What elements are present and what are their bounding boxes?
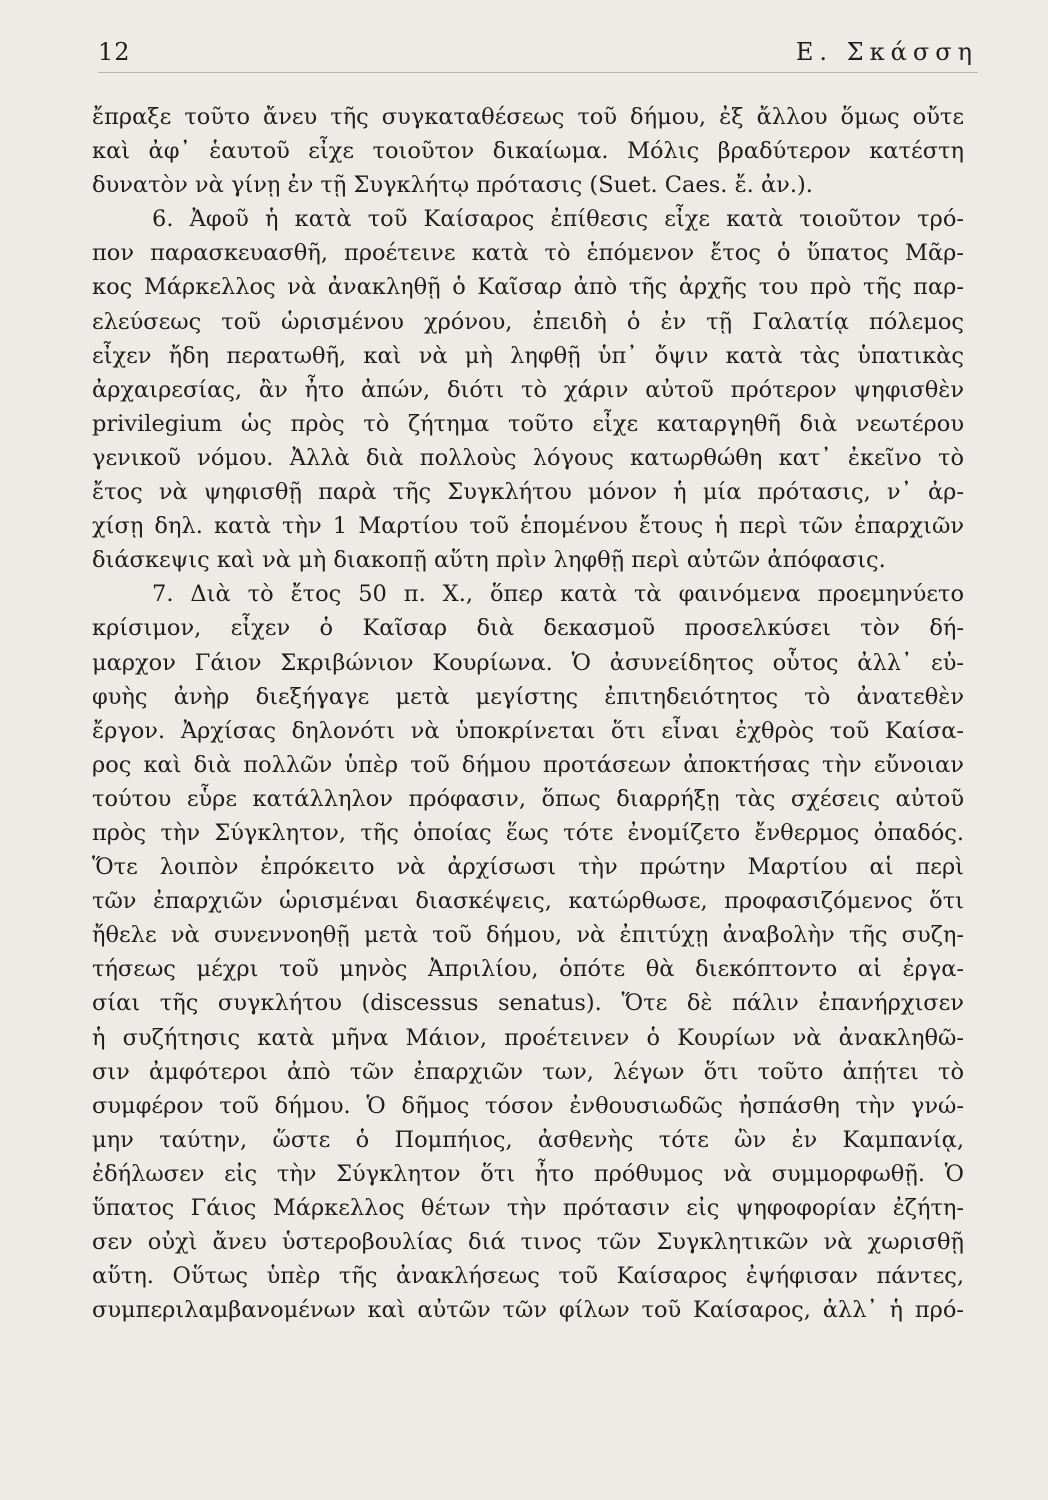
text-line: ἐδήλωσεν εἰς τὴν Σύγκλητον ὅτι ἦτο πρόθυμος νὰ συμμορφωθῇ. Ὁ [92, 1160, 964, 1187]
text-line: συμπεριλαμβανομένων καὶ αὐτῶν τῶν φίλων τοῦ Καίσαρος, ἀλλ᾽ ἡ πρό- [92, 1297, 964, 1324]
text-line: ἡ συζήτησις κατὰ μῆνα Μάιον, προέτεινεν ὁ Κουρίων νὰ ἀνακληθῶ- [92, 1024, 964, 1051]
text-line: ἔργον. Ἀρχίσας δηλονότι νὰ ὑποκρίνεται ὅτι εἶναι ἐχθρὸς τοῦ Καίσα- [92, 717, 964, 744]
text-line: σίαι τῆς συγκλήτου (discessus senatus). Ὅτε δὲ πάλιν ἐπανήρχισεν [92, 990, 964, 1017]
text-line: εἶχεν ἤδη περατωθῆ, καὶ νὰ μὴ ληφθῇ ὑπ᾽ ὄψιν κατὰ τὰς ὑπατικὰς [92, 342, 964, 369]
text-line: γενικοῦ νόμου. Ἀλλὰ διὰ πολλοὺς λόγους κατωρθώθη κατ᾽ ἐκεῖνο τὸ [92, 444, 964, 471]
text-line: διάσκεψις καὶ νὰ μὴ διακοπῇ αὕτη πρὶν ληφθῇ περὶ αὐτῶν ἀπόφασις. [92, 547, 886, 574]
text-line: ἀρχαιρεσίας, ἂν ἦτο ἀπών, διότι τὸ χάριν αὐτοῦ πρότερον ψηφισθὲν [92, 376, 964, 403]
text-line: μην ταύτην, ὥστε ὁ Πομπήιος, ἀσθενὴς τότε ὢν ἐν Καμπανίᾳ, [92, 1126, 964, 1153]
text-line: Ὅτε λοιπὸν ἐπρόκειτο νὰ ἀρχίσωσι τὴν πρώτην Μαρτίου αἱ περὶ [92, 854, 964, 881]
text-line: τούτου εὗρε κατάλληλον πρόφασιν, ὅπως διαρρήξῃ τὰς σχέσεις αὐτοῦ [92, 785, 964, 812]
running-head: Ε. Σκάσση [795, 38, 978, 66]
text-line: καὶ ἀφ᾽ ἑαυτοῦ εἶχε τοιοῦτον δικαίωμα. Μόλις βραδύτερον κατέστη [92, 138, 964, 165]
text-line: ἔτος νὰ ψηφισθῇ παρὰ τῆς Συγκλήτου μόνον ἡ μία πρότασις, ν᾽ ἀρ- [92, 479, 964, 506]
page-number: 12 [98, 38, 131, 66]
text-line: συμφέρον τοῦ δήμου. Ὁ δῆμος τόσον ἐνθουσιωδῶς ἠσπάσθη τὴν γνώ- [92, 1092, 964, 1119]
text-line: πρὸς τὴν Σύγκλητον, τῆς ὁποίας ἕως τότε ἐνομίζετο ἔνθερμος ὀπαδός. [92, 819, 964, 846]
paragraph-7-first-line: 7. Διὰ τὸ ἔτος 50 π. Χ., ὅπερ κατὰ τὰ φαινόμενα προεμηνύετο [152, 581, 964, 608]
text-line: ἔπραξε τοῦτο ἄνευ τῆς συγκαταθέσεως τοῦ δήμου, ἐξ ἄλλου ὅμως οὔτε [92, 104, 964, 130]
body-text [92, 100, 964, 1327]
text-line: ἤθελε νὰ συνεννοηθῇ μετὰ τοῦ δήμου, νὰ ἐπιτύχῃ ἀναβολὴν τῆς συζη- [92, 922, 964, 949]
text-line: κος Μάρκελλος νὰ ἀνακληθῇ ὁ Καῖσαρ ἀπὸ τῆς ἀρχῆς του πρὸ τῆς παρ- [92, 274, 964, 301]
paragraph-6-first-line: 6. Ἀφοῦ ἡ κατὰ τοῦ Καίσαρος ἐπίθεσις εἶχε κατὰ τοιοῦτον τρό- [152, 206, 964, 233]
text-line: σιν ἀμφότεροι ἀπὸ τῶν ἐπαρχιῶν των, λέγων ὅτι τοῦτο ἀπῄτει τὸ [92, 1058, 964, 1085]
text-line: σεν οὐχὶ ἄνευ ὑστεροβουλίας διά τινος τῶν Συγκλητικῶν νὰ χωρισθῇ [92, 1229, 964, 1256]
text-line: φυὴς ἀνὴρ διεξήγαγε μετὰ μεγίστης ἐπιτηδειότητος τὸ ἀνατεθὲν [92, 683, 964, 710]
text-line: δυνατὸν νὰ γίνῃ ἐν τῇ Συγκλήτῳ πρότασις (Suet. Caes. ἔ. ἀν.). [92, 172, 813, 199]
text-line: μαρχον Γάιον Σκριβώνιον Κουρίωνα. Ὁ ἀσυνείδητος οὗτος ἀλλ᾽ εὐ- [92, 649, 964, 676]
text-line: τήσεως μέχρι τοῦ μηνὸς Ἀπριλίου, ὁπότε θὰ διεκόπτοντο αἱ ἐργα- [92, 956, 964, 983]
text-line: χίσῃ δηλ. κατὰ τὴν 1 Μαρτίου τοῦ ἑπομένου ἔτους ἡ περὶ τῶν ἐπαρχιῶν [92, 513, 964, 540]
text-line: κρίσιμον, εἶχεν ὁ Καῖσαρ διὰ δεκασμοῦ προσελκύσει τὸν δή- [92, 615, 964, 642]
text-line: ρος καὶ διὰ πολλῶν ὑπὲρ τοῦ δήμου προτάσεων ἀποκτήσας τὴν εὔνοιαν [92, 751, 964, 778]
text-line: αὕτη. Οὕτως ὑπὲρ τῆς ἀνακλήσεως τοῦ Καίσαρος ἐψήφισαν πάντες, [92, 1263, 964, 1290]
page-header [98, 38, 978, 78]
text-line: τῶν ἐπαρχιῶν ὡρισμέναι διασκέψεις, κατώρθωσε, προφασιζόμενος ὅτι [92, 888, 964, 915]
text-line: πον παρασκευασθῆ, προέτεινε κατὰ τὸ ἑπόμενον ἔτος ὁ ὕπατος Μᾶρ- [92, 240, 964, 267]
text-line: privilegium ὡς πρὸς τὸ ζήτημα τοῦτο εἶχε καταργηθῆ διὰ νεωτέρου [92, 410, 964, 437]
text-line: ελεύσεως τοῦ ὡρισμένου χρόνου, ἐπειδὴ ὁ ἐν τῇ Γαλατίᾳ πόλεμος [92, 308, 964, 335]
header-rule [98, 72, 978, 73]
text-line: ὕπατος Γάιος Μάρκελλος θέτων τὴν πρότασιν εἰς ψηφοφορίαν ἐζήτη- [92, 1195, 964, 1221]
